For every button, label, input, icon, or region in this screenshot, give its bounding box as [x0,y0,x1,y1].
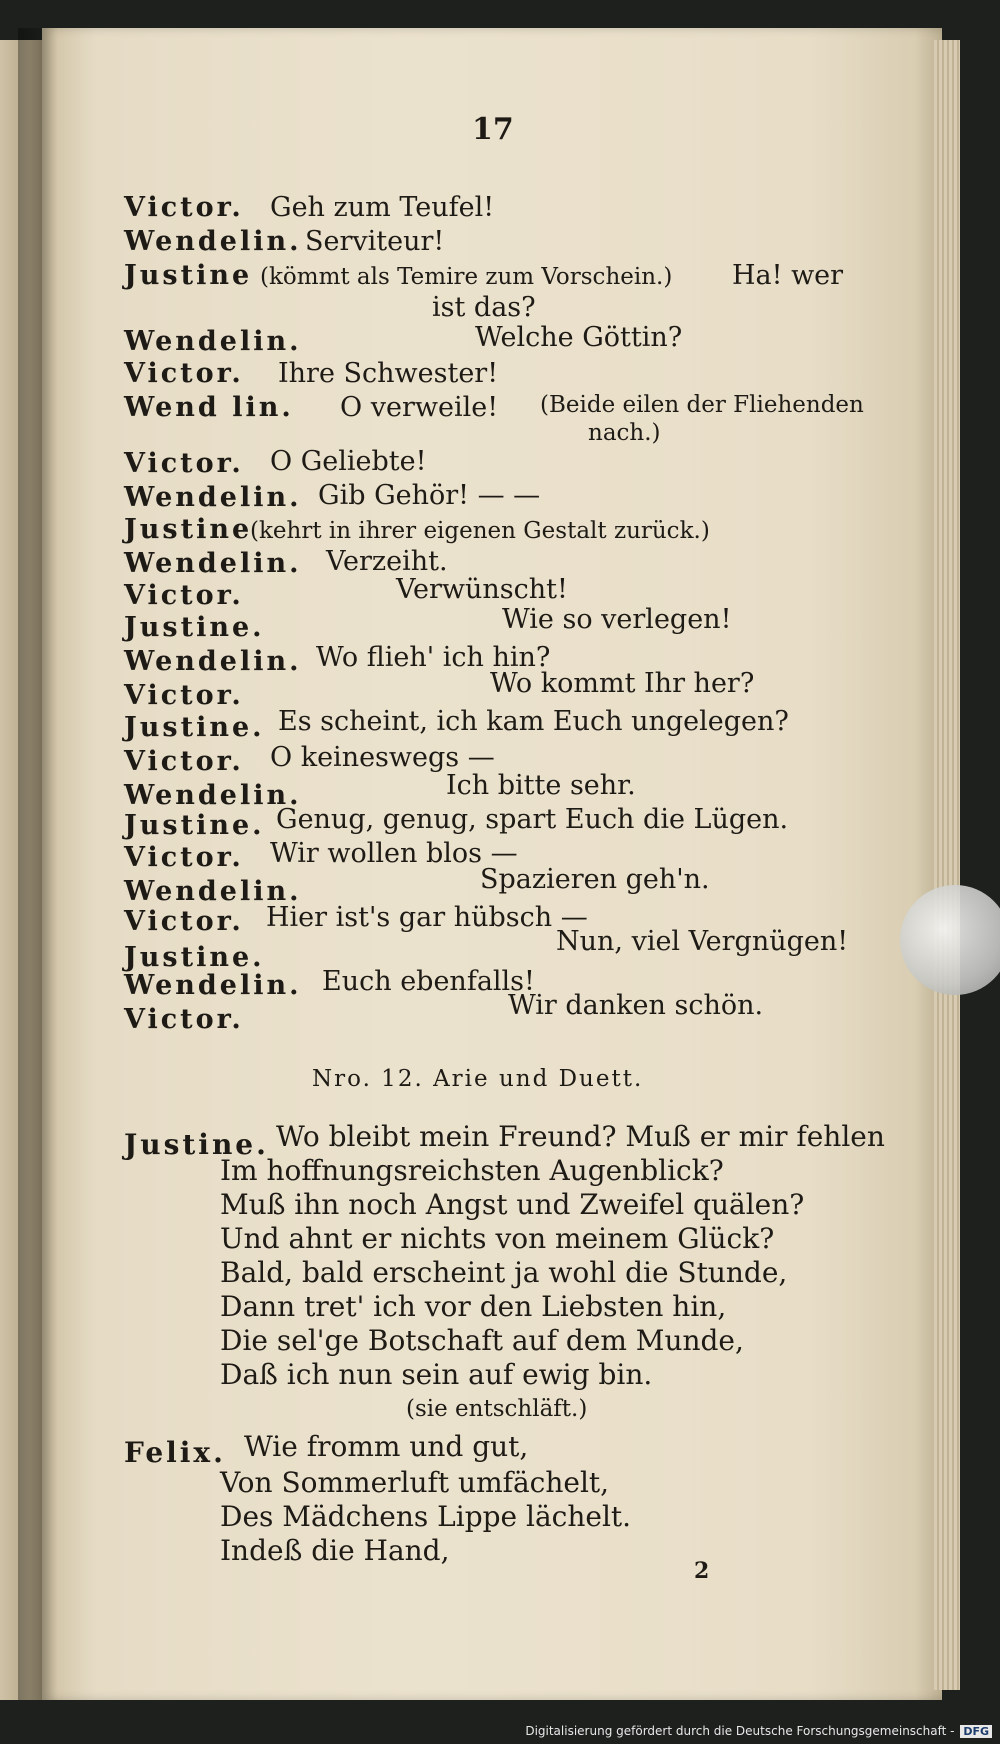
gutter-shadow [18,28,58,1700]
speaker: Felix. [124,1436,226,1469]
speaker: Justine. [124,942,265,973]
speaker: Wendelin. [124,226,302,257]
stage-direction: (Beide eilen der Fliehenden [540,392,864,418]
verse-line: Und ahnt er nichts von meinem Glück? [220,1222,775,1255]
stage-direction: (sie entschläft.) [406,1396,588,1422]
speaker: Justine. [124,810,265,841]
page-clip [900,885,1000,995]
speaker: Victor. [124,906,244,937]
stage-direction: (kömmt als Temire zum Vorschein.) [260,264,673,290]
speaker: Victor. [124,448,244,479]
dialogue-text: Welche Göttin? [475,322,683,353]
dialogue-text: Genug, genug, spart Euch die Lügen. [276,804,789,835]
dialogue-text: Es scheint, ich kam Euch ungelegen? [278,706,789,737]
speaker: Justine. [124,612,265,643]
dialogue-text: Hier ist's gar hübsch — [266,902,588,933]
speaker: Victor. [124,1004,244,1035]
page-edges [934,40,960,1690]
speaker: Victor. [124,746,244,777]
dialogue-text: Wie so verlegen! [502,604,732,635]
verse-line: Von Sommerluft umfächelt, [220,1466,610,1499]
dialogue-text: Verwünscht! [396,574,568,605]
speaker: Victor. [124,192,244,223]
signature-mark: 2 [694,1558,710,1584]
stage-direction: (kehrt in ihrer eigenen Gestalt zurück.) [250,518,710,544]
dialogue-text: O keineswegs — [270,742,495,773]
footer-credit-text: Digitalisierung gefördert durch die Deutsche Forschungsgemeinschaft - [525,1724,955,1738]
dialogue-text: O Geliebte! [270,446,427,477]
speaker: Wendelin. [124,482,302,513]
verse-line: Wo bleibt mein Freund? Muß er mir fehlen [276,1120,885,1153]
speaker: Wendelin. [124,646,302,677]
speaker: Wend lin. [124,392,294,423]
dialogue-text: Nun, viel Vergnügen! [556,926,849,957]
dialogue-text: O verweile! [340,392,499,423]
speaker: Justine [124,260,253,291]
dialogue-text: Geh zum Teufel! [270,192,495,223]
dialogue-text: Ha! wer [732,260,844,291]
verse-line: Muß ihn noch Angst und Zweifel quälen? [220,1188,805,1221]
speaker: Wendelin. [124,876,302,907]
verse-line: Im hoffnungsreichsten Augenblick? [220,1154,724,1187]
verse-line: Die sel'ge Botschaft auf dem Munde, [220,1324,744,1357]
dialogue-text: Spazieren geh'n. [480,864,710,895]
dialogue-text: Wir wollen blos — [270,838,518,869]
dialogue-text: Serviteur! [305,226,445,257]
speaker: Wendelin. [124,326,302,357]
speaker: Justine. [124,1128,269,1161]
speaker: Victor. [124,842,244,873]
dialogue-text: Verzeiht. [326,546,448,577]
verse-line: Des Mädchens Lippe lächelt. [220,1500,632,1533]
dialogue-text-continued: ist das? [432,292,536,323]
dialogue-text: Wo kommt Ihr her? [490,668,755,699]
verse-line: Dann tret' ich vor den Liebsten hin, [220,1290,727,1323]
dfg-logo-icon: DFG [960,1725,992,1738]
verse-line: Indeß die Hand, [220,1534,450,1567]
speaker: Victor. [124,358,244,389]
section-heading: Nro. 12. Arie und Duett. [312,1066,644,1092]
verse-line: Wie fromm und gut, [244,1430,529,1463]
speaker: Justine. [124,712,265,743]
footer-credit [525,1724,992,1738]
stage-direction-continued: nach.) [588,420,661,446]
page-number: 17 [472,112,514,147]
speaker: Wendelin. [124,548,302,579]
dialogue-text: Ihre Schwester! [278,358,499,389]
speaker: Victor. [124,580,244,611]
speaker: Justine [124,514,253,545]
verse-line: Daß ich nun sein auf ewig bin. [220,1358,653,1391]
dialogue-text: Wir danken schön. [508,990,764,1021]
dialogue-text: Ich bitte sehr. [446,770,636,801]
speaker: Wendelin. [124,970,302,1001]
dialogue-text: Gib Gehör! — — [318,480,541,511]
speaker: Victor. [124,680,244,711]
speaker: Wendelin. [124,780,302,811]
dialogue-text: Euch ebenfalls! [322,966,535,997]
dialogue-text: Wo flieh' ich hin? [316,642,551,673]
verse-line: Bald, bald erscheint ja wohl die Stunde, [220,1256,788,1289]
